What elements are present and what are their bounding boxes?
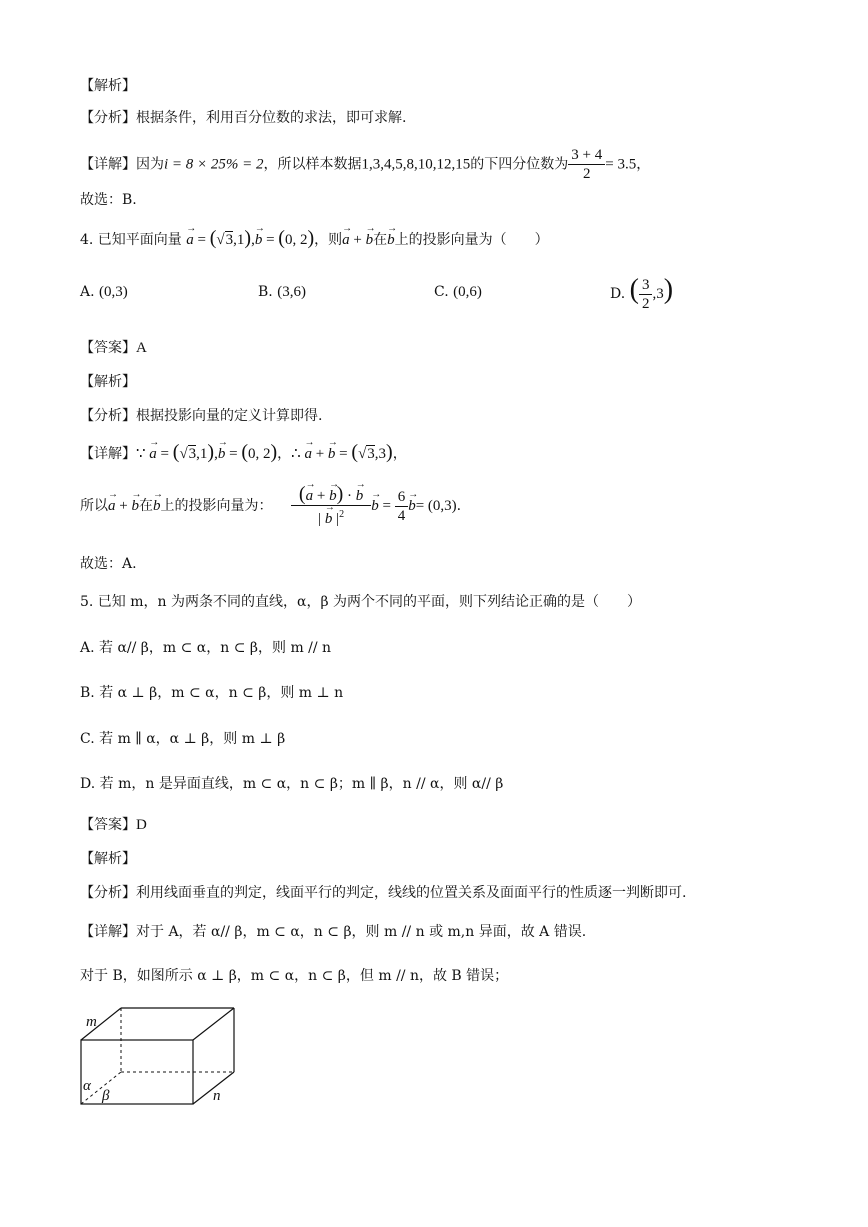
label-n: n (213, 1088, 221, 1104)
q5-detail-a: 【详解】对于 A，若 α// β，m ⊂ α，n ⊂ β，则 m // n 或 m,n 异面，故 A 错误. (80, 924, 587, 940)
q5-option-d: D. 若 m，n 是异面直线，m ⊂ α，n ⊂ β；m ∥ β，n // α，则 α// β (80, 776, 504, 792)
q4-jiexi-tag: 【解析】 (80, 374, 136, 390)
q4-projection-fraction: $\frac{(\to a + \to b) \cdot \to b}{| \to b |^2}$ (291, 485, 371, 528)
q3-analysis (80, 108, 406, 128)
q3-data: 1,3,4,5,8,10,12,15 (361, 156, 471, 173)
vec-a: → a (186, 230, 194, 250)
q3-analysis-text: 根据条件，利用百分位数的求法，即可求解. (136, 110, 407, 126)
q4-stem-prefix: 4. 已知平面向量 (80, 232, 182, 248)
q5-jiexi-tag: 【解析】 (80, 851, 136, 867)
q5-answer: 【答案】D (80, 817, 147, 833)
q3-choice: 故选：B. (80, 192, 137, 208)
q4-stem-mid: ，则 (314, 232, 343, 248)
q4-option-a: A. (0,3) (80, 284, 128, 300)
detail-tag: 【详解】 (80, 156, 136, 173)
q4-analysis: 【分析】根据投影向量的定义计算即得. (80, 408, 323, 424)
q3-fraction (568, 146, 605, 183)
q4-detail: 【详解】∵ → a = (√3,1),→ b = (0, 2)，∴ → a + → b = (√3,3)， (80, 442, 407, 464)
q3-result: = 3.5 (605, 156, 637, 173)
label-alpha: α (83, 1078, 91, 1094)
q4-option-b: B. (3,6) (258, 284, 306, 300)
q5-option-c: C. 若 m ∥ α，α ⊥ β，则 m ⊥ β (80, 731, 286, 747)
vec-b: → b (255, 230, 263, 250)
q3-mid2: 的下四分位数为 (470, 156, 569, 173)
label-beta: β (102, 1088, 110, 1104)
q3-mid: ，所以样本数据 (263, 156, 362, 173)
q4-stem-mid2: 在 (373, 232, 388, 248)
q3-jiexi-tag: 【解析】 (80, 78, 136, 94)
q4-stem: 4. 已知平面向量 → a = (√3,1),→ b = (0, 2)，则→ a + → b在→ b上的投影向量为（ ） (80, 228, 549, 250)
q3-detail: 【详解】因为i = 8 × 25% = 2，所以样本数据1,3,4,5,8,10,12,15的下四分位数为 $\frac{3 + 4}{2}$ = 3.5， (80, 147, 651, 182)
q3-frac-num: 3 + 4 (568, 146, 605, 165)
q5-option-b: B. 若 α ⊥ β，m ⊂ α，n ⊂ β，则 m ⊥ n (80, 685, 344, 701)
q4-choice: 故选：A. (80, 556, 137, 572)
q4-option-c: C. (0,6) (434, 284, 482, 300)
q5-detail-b: 对于 B，如图所示 α ⊥ β，m ⊂ α，n ⊂ β，但 m // n，故 B 错误； (80, 968, 509, 984)
label-m: m (86, 1014, 97, 1030)
q4-detail2: 所以→ a + → b在→ b上的投影向量为： $\frac{(\to a + \to b) \cdot \to b}{| \to b |^2}$ → b = $\frac{6}{4}$ → b= (0,3). (80, 484, 461, 528)
sqrt-3: √3 (216, 232, 234, 248)
q3-because: 因为 (136, 156, 164, 173)
q5-analysis: 【分析】利用线面垂直的判定，线面平行的判定，线线的位置关系及面面平行的性质逐一判断即可. (80, 885, 687, 901)
q4-stem-suffix: 上的投影向量为（ ） (394, 232, 549, 248)
q3-calc: i = 8 × 25% = 2 (164, 156, 264, 173)
q3-frac-den: 2 (583, 166, 591, 182)
q5-option-a: A. 若 α// β，m ⊂ α，n ⊂ β，则 m // n (80, 640, 332, 656)
analysis-tag: 【分析】 (80, 110, 136, 126)
box-figure (76, 1002, 256, 1112)
q4-answer: 【答案】A (80, 340, 147, 356)
q5-stem: 5. 已知 m，n 为两条不同的直线，α，β 为两个不同的平面，则下列结论正确的是（ ） (80, 594, 641, 610)
q4-option-d: D. ( $\frac{3}{2}$ ,3) (610, 274, 674, 312)
